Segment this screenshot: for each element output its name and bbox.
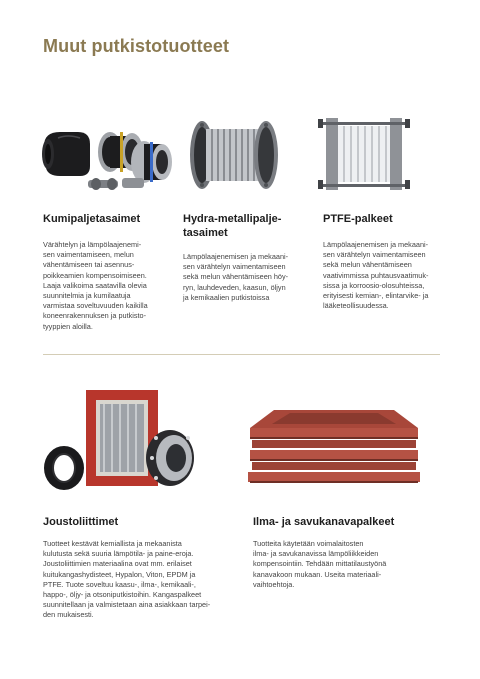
section-divider	[43, 354, 440, 355]
product-title: Kumipaljetasaimet	[43, 213, 141, 225]
product-description: Lämpölaajenemisen ja mekaani- sen värähtelyn vaimentamiseen sekä melun vähentämiseen vaativimmissa puhtausvaatimuk- sissa ja korroosio-olosuhteissa, erityisesti kemian-, elintarvike- ja lääketeollisuudessa.	[323, 240, 429, 311]
ptfe-bellows-image	[318, 112, 410, 196]
product-description: Tuotteet kestävät kemiallista ja mekaanista kulutusta sekä suuria lämpötila- ja paine-eroja. Joustoliittimien materiaalina ovat mm. erilaiset kuitukangashydisteet, Hypalon, Viton, EPDM ja PTFE. Tuote soveltuu kaasu-, ilma-, kemikaali-, happo-, öljy- ja otsoniputkistoihin. Kangaspalkeet suunnitellaan ja valmistetaan aina asiakkaan tarpei- den mukaisesti.	[43, 539, 211, 620]
product-metal-bellows	[183, 212, 311, 303]
product-title: Ilma- ja savukanavapalkeet	[253, 516, 395, 528]
product-fabric-joints	[43, 515, 233, 621]
product-ptfe-bellows	[323, 212, 451, 311]
product-description: Tuotteita käytetään voimalaitosten ilma- ja savukanavissa lämpöliikkeiden kompensointiin. Tehdään mittatilaustyönä kanavakoon mukaan. Useita materiaali- vaihtoehtoja.	[253, 539, 387, 589]
rubber-expansion-joints-image	[38, 118, 173, 198]
product-description: Lämpölaajenemisen ja mekaani- sen värähtelyn vaimentamiseen sekä melun vähentämiseen höy- ryn, lauhdeveden, kaasun, öljyn ja kemikaalien putkistoissa	[183, 252, 289, 302]
product-title: Joustoliittimet	[43, 516, 119, 528]
product-title: PTFE-palkeet	[323, 213, 393, 225]
fabric-expansion-joints-image	[42, 386, 200, 496]
page-title: Muut putkistotuotteet	[43, 36, 230, 56]
product-duct-bellows	[253, 515, 443, 590]
product-title: Hydra-metallipalje- tasaimet	[183, 213, 282, 239]
product-description: Värähtelyn ja lämpölaajenemi- sen vaimentamiseen, melun vähentämiseen tai asennus- poikkeamien kompensoimiseen. Laaja valikoima saatavilla olevia suunnitelmia ja kumilaatuja varmistaa soveltuvuuden kaikilla koneenrakennuksen ja putkisto- tyyppien aloilla.	[43, 240, 148, 331]
duct-bellows-image	[246, 404, 421, 486]
product-rubber-joints	[43, 212, 171, 332]
metal-bellows-image	[186, 115, 286, 195]
